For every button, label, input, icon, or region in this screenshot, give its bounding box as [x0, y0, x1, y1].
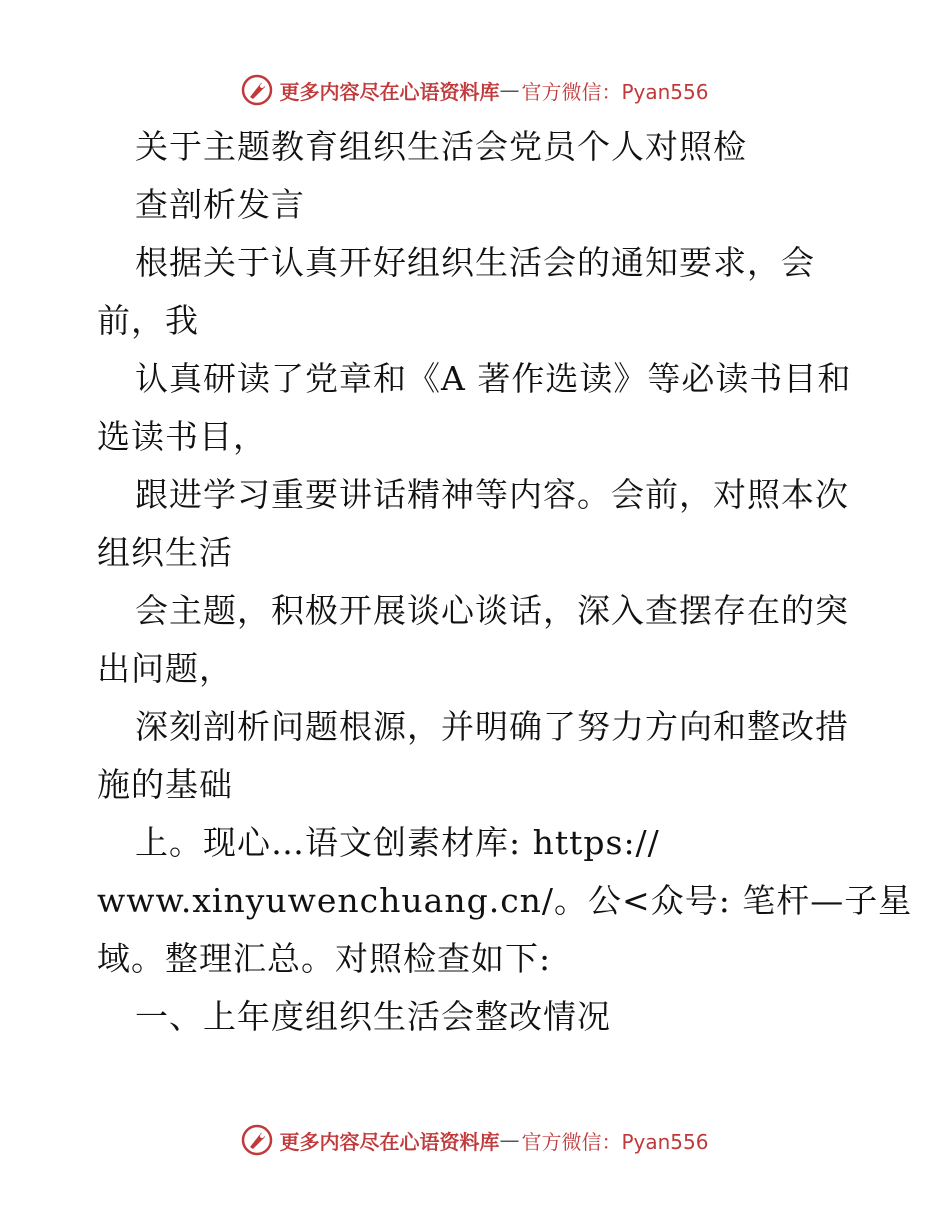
- text-line: 出问题，: [97, 649, 233, 688]
- banner-contact: 官方微信：Pyan556: [521, 1129, 709, 1154]
- section-heading: 一、上年度组织生活会整改情况: [135, 997, 611, 1036]
- text-line: 会主题，积极开展谈心谈话，深入查摆存在的突: [135, 591, 849, 630]
- banner-title: 更多内容尽在心语资料库: [279, 1129, 500, 1154]
- text-line: 查剖析发言: [135, 185, 305, 224]
- header-watermark-banner: [0, 70, 950, 110]
- footer-watermark-banner: [0, 1120, 950, 1160]
- document-body: [97, 118, 913, 1046]
- text-line: 关于主题教育组织生活会党员个人对照检: [135, 127, 747, 166]
- text-line: 组织生活: [97, 533, 233, 572]
- pen-nib-logo-icon: [241, 1124, 273, 1156]
- text-line: 根据关于认真开好组织生活会的通知要求，会: [135, 243, 815, 282]
- pen-nib-logo-icon: [241, 74, 273, 106]
- banner-contact: 官方微信：Pyan556: [521, 79, 709, 104]
- text-line: 认真研读了党章和《A 著作选读》等必读书目和: [135, 359, 852, 398]
- text-line: 选读书目，: [97, 417, 267, 456]
- banner-separator: —: [499, 78, 520, 102]
- text-line: 域。整理汇总。对照检查如下:: [97, 939, 552, 978]
- text-line: www.xinyuwenchuang.cn/。公<众号: 笔杆—子星: [97, 881, 913, 920]
- text-line: 上。现心…语文创素材库: https://: [135, 823, 660, 862]
- banner-title: 更多内容尽在心语资料库: [279, 79, 500, 104]
- text-line: 深刻剖析问题根源，并明确了努力方向和整改措: [135, 707, 849, 746]
- text-line: 施的基础: [97, 765, 233, 804]
- banner-separator: —: [499, 1128, 520, 1152]
- text-line: 跟进学习重要讲话精神等内容。会前，对照本次: [135, 475, 849, 514]
- text-line: 前，我: [97, 301, 199, 340]
